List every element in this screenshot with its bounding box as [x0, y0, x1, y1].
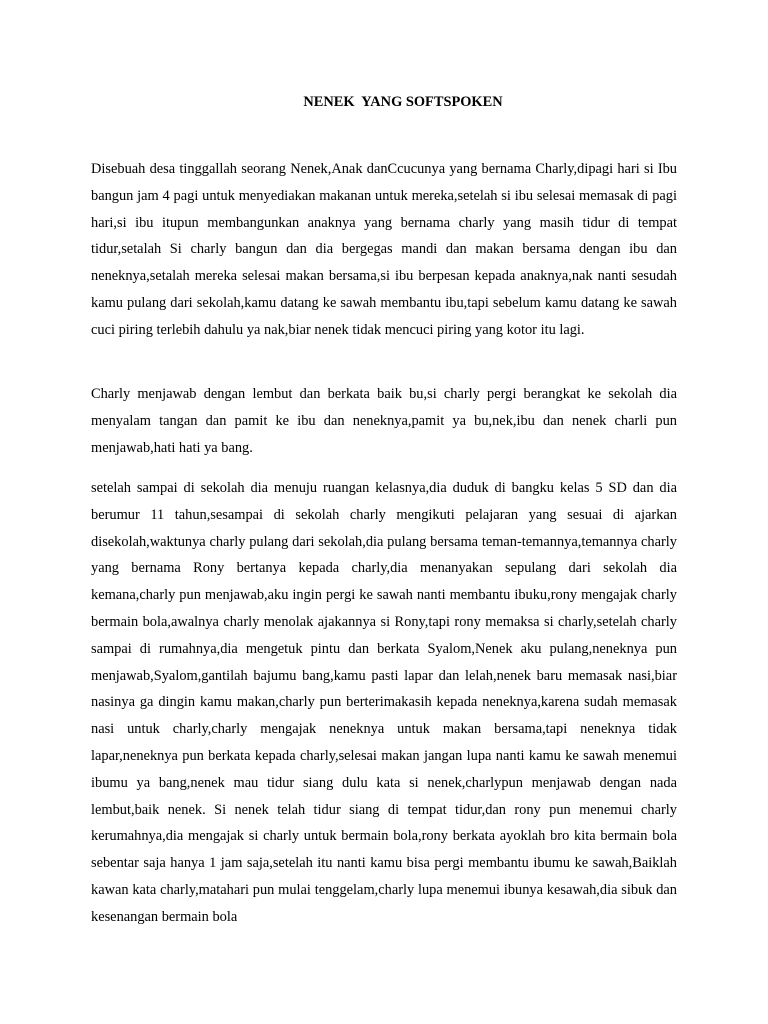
paragraph: Disebuah desa tinggallah seorang Nenek,Anak danCcucunya yang bernama Charly,dipagi hari si Ibu bangun jam 4 pagi untuk menyediakan makanan untuk mereka,setelah si ibu selesai memasak di pagi hari,si ibu itupun membangunkan anaknya yang bernama charly yang masih tidur di tempat tidur,setalah Si charly bangun dan dia bergegas mandi dan makan bersama dengan ibu dan neneknya,setalah mereka selesai makan bersama,si ibu berpesan kepada anaknya,nak nanti sesudah kamu pulang dari sekolah,kamu datang ke sawah membantu ibu,tapi sebelum kamu datang ke sawah cuci piring terlebih dahulu ya nak,biar nenek tidak mencuci piring yang kotor itu lagi.: [91, 161, 677, 338]
paragraph: setelah sampai di sekolah dia menuju ruangan kelasnya,dia duduk di bangku kelas 5 SD dan dia berumur 11 tahun,sesampai di sekolah charly mengikuti pelajaran yang sesuai di ajarkan disekolah,waktunya charly pulang dari sekolah,dia pulang bersama teman-temannya,temannya charly yang bernama Rony bertanya kepada charly,dia menanyakan sepulang dari sekolah dia kemana,charly pun menjawab,aku ingin pergi ke sawah nanti membantu ibuku,rony mengajak charly bermain bola,awalnya charly menolak ajakannya si Rony,tapi rony memaksa si charly,setelah charly sampai di rumahnya,dia mengetuk pintu dan berkata Syalom,Nenek aku pulang,neneknya pun menjawab,Syalom,gantilah bajumu bang,kamu pasti lapar dan lelah,nenek baru memasak nasi,biar nasinya ga dingin kamu makan,charly pun berterimakasih kepada neneknya,karena sudah memasak nasi untuk charly,charly mengajak neneknya untuk makan bersama,tapi neneknya tidak lapar,neneknya pun berkata kepada charly,selesai makan jangan lupa nanti kamu ke sawah menemui ibumu ya bang,nenek mau tidur siang dulu kata si nenek,charlypun menjawab dengan nada lembut,baik nenek. Si nenek telah tidur siang di tempat tidur,dan rony pun menemui charly kerumahnya,dia mengajak si charly untuk bermain bola,rony berkata ayoklah bro kita bermain bola sebentar saja hanya 1 jam saja,setelah itu nanti kamu bisa pergi membantu ibumu ke sawah,Baiklah kawan kata charly,matahari pun mulai tenggelam,charly lupa menemui ibunya kesawah,dia sibuk dan kesenangan bermain bola: [91, 480, 677, 925]
document-title: NENEK YANG SOFTSPOKEN: [303, 94, 503, 110]
paragraph: Charly menjawab dengan lembut dan berkata baik bu,si charly pergi berangkat ke sekolah dia menyalam tangan dan pamit ke ibu dan neneknya,pamit ya bu,nek,ibu dan nenek charli pun menjawab,hati hati ya bang.: [91, 386, 677, 456]
